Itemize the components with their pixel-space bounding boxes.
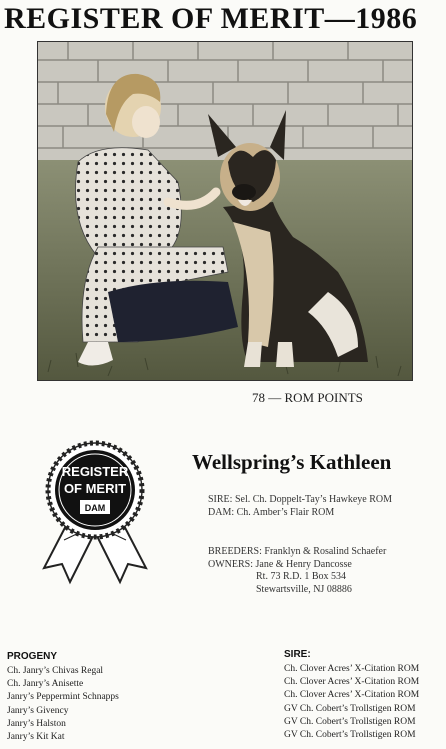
dog-photo <box>37 41 413 381</box>
rom-points: 78 — ROM POINTS <box>252 390 363 405</box>
breeders-line <box>208 546 386 559</box>
list-item: Janry’s Kit Kat <box>7 732 65 743</box>
photo-illustration <box>38 42 412 380</box>
rosette-ribbon-icon <box>40 440 150 586</box>
list-item: Janry’s Peppermint Schnapps <box>7 692 119 703</box>
sire-value: Sel. Ch. Doppelt-Tay’s Hawkeye ROM <box>234 494 393 505</box>
list-item: Ch. Clover Acres’ X-Citation ROM <box>284 664 420 674</box>
sire-label: SIRE: <box>208 494 233 505</box>
list-item: Ch. Janry’s Anisette <box>7 679 84 690</box>
sire-list <box>284 663 419 742</box>
dam-label: DAM: <box>208 506 235 518</box>
sire-line <box>208 494 392 507</box>
register-of-merit-badge <box>40 440 150 586</box>
list-item: GV Ch. Cobert’s Trollstigen ROM <box>284 703 416 714</box>
badge-tag: DAM <box>84 503 106 513</box>
list-item: Ch. Clover Acres’ X-Citation ROM <box>284 690 420 701</box>
list-item: Janry’s Givency <box>7 705 69 716</box>
owners-line <box>208 559 386 572</box>
address-line1: Rt. 73 R.D. 1 Box 534 <box>256 571 347 582</box>
page-title: REGISTER OF MERIT—1986 <box>4 2 418 35</box>
dam-value: Ch. Amber’s Flair ROM <box>236 506 335 518</box>
list-item: GV Ch. Cobert’s Trollstigen ROM <box>284 730 416 741</box>
dam-line <box>208 507 392 520</box>
badge-line1: REGISTER <box>61 464 129 479</box>
ownership-info <box>208 546 386 596</box>
owners-value: Jane & Henry Dancosse <box>255 558 352 570</box>
list-item: Janry’s Halston <box>7 718 66 729</box>
list-item: Ch. Janry’s Chivas Regal <box>7 666 104 676</box>
progeny-title: PROGENY <box>7 651 58 662</box>
pedigree-info <box>208 494 392 519</box>
owners-label: OWNERS: <box>208 558 253 570</box>
dog-name: Wellspring’s Kathleen <box>192 450 392 474</box>
breeders-value: Franklyn & Rosalind Schaefer <box>264 546 387 557</box>
list-item: Ch. Clover Acres’ X-Citation ROM <box>284 677 420 688</box>
breeders-label: BREEDERS: <box>208 546 262 557</box>
list-item: GV Ch. Cobert’s Trollstigen ROM <box>284 716 416 727</box>
badge-line2: OF MERIT <box>63 481 127 496</box>
address-line2: Stewartsville, NJ 08886 <box>256 583 352 595</box>
progeny-list <box>7 665 119 744</box>
sire-column-title: SIRE: <box>284 649 311 660</box>
